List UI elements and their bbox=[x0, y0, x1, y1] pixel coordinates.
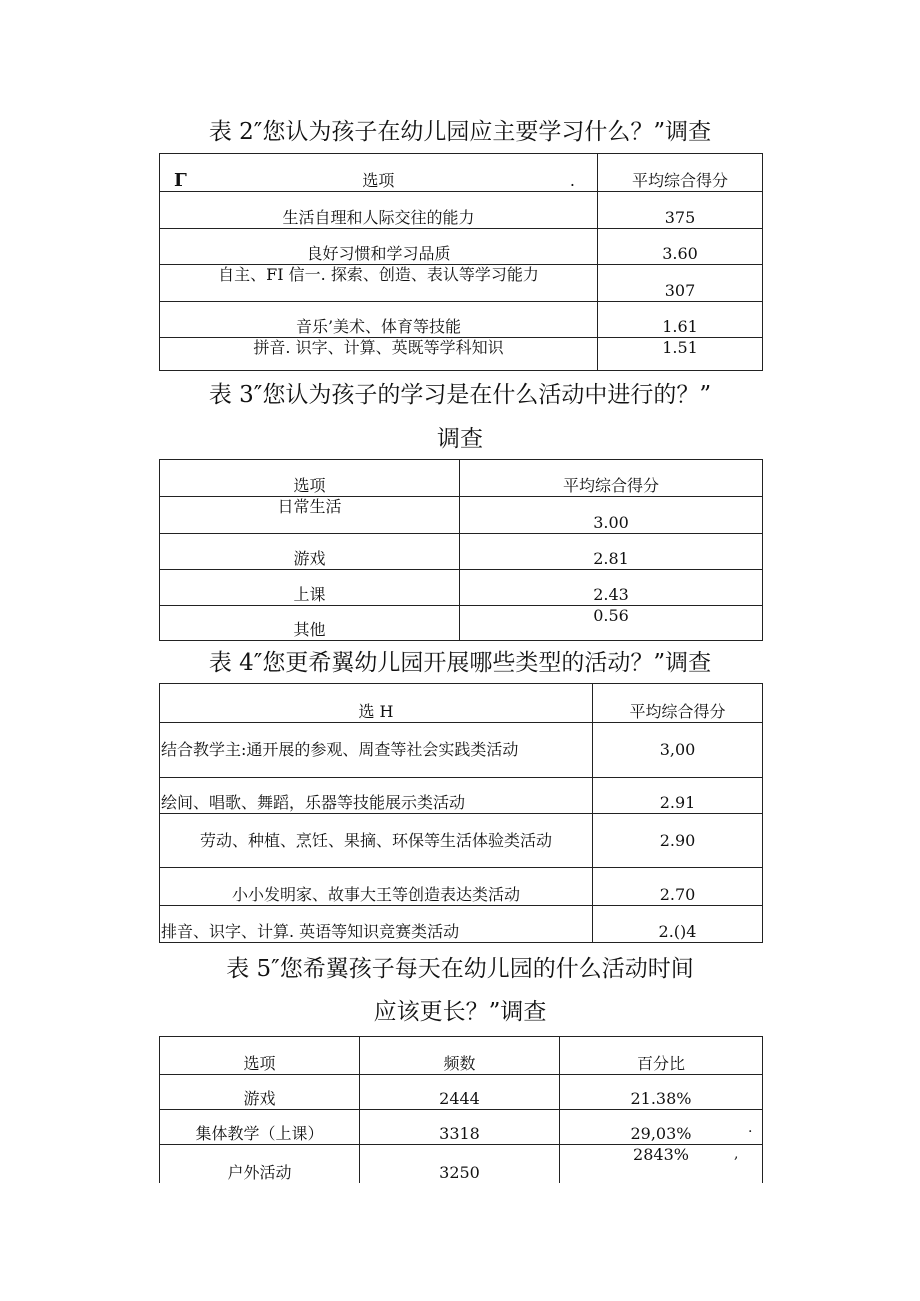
table3-header-score: 平均综合得分 bbox=[460, 460, 763, 497]
table2-caption: 表 2″您认为孩子在幼儿园应主要学习什么？”调查 bbox=[208, 119, 712, 145]
table5-header-frequency: 频数 bbox=[360, 1037, 560, 1075]
table-row: 拼音. 识字、计算、英既等学科知识 1.51 bbox=[160, 338, 763, 371]
table2-header-score: 平均综合得分 bbox=[598, 154, 763, 192]
header-dot: . bbox=[569, 171, 575, 190]
table4 bbox=[159, 683, 763, 943]
table-row: 良好习惯和学习品质 3.60 bbox=[160, 229, 763, 265]
table-row: 小小发明家、故事大王等创造表达类活动 2.70 bbox=[160, 868, 763, 906]
table5-header-percent: 百分比 bbox=[560, 1037, 763, 1075]
table-row: 劳动、种植、烹饪、果摘、环保等生活体验类活动 2.90 bbox=[160, 814, 763, 868]
tail-mark-comma: , bbox=[734, 1146, 739, 1162]
table5-caption-line1: 表 5″您希翼孩子每天在幼儿园的什么活动时间 bbox=[226, 956, 694, 982]
table-row: 排音、识字、计算. 英语等知识竞赛类活动 2.()4 bbox=[160, 906, 763, 943]
table3-caption-line1: 表 3″您认为孩子的学习是在什么活动中进行的？” bbox=[208, 382, 712, 408]
table-row: 绘间、唱歌、舞蹈，乐器等技能展示类活动 2.91 bbox=[160, 778, 763, 814]
table2-header-option: Γ . 选项 bbox=[160, 154, 598, 192]
table-row: 日常生活 3.00 bbox=[160, 497, 763, 534]
tail-mark-dot: . bbox=[748, 1120, 753, 1136]
table-row: 自主、FI 信一. 探索、创造、表认等学习能力 307 bbox=[160, 265, 763, 302]
table3-header-option: 选项 bbox=[160, 460, 460, 497]
table4-caption: 表 4″您更希翼幼儿园开展哪些类型的活动？”调查 bbox=[208, 650, 712, 676]
table5-caption-line2: 应该更长？”调查 bbox=[373, 999, 547, 1025]
table-row: 结合教学主:通开展的参观、周查等社会实践类活动 3,00 bbox=[160, 723, 763, 778]
table5 bbox=[159, 1036, 763, 1183]
table4-header-option: 选 H bbox=[160, 684, 593, 723]
table3 bbox=[159, 459, 763, 641]
table-row: 其他 0.56 bbox=[160, 606, 763, 641]
table2 bbox=[159, 153, 763, 371]
table4-header-score: 平均综合得分 bbox=[593, 684, 763, 723]
table-row: 生活自理和人际交往的能力 375 bbox=[160, 192, 763, 229]
table3-caption-line2: 调查 bbox=[437, 426, 483, 452]
table-row: 音乐’美术、体育等技能 1.61 bbox=[160, 302, 763, 338]
table-row: 上课 2.43 bbox=[160, 570, 763, 606]
corner-mark: Γ bbox=[174, 170, 187, 191]
table-row: 集体教学（上课） 3318 29,03% bbox=[160, 1110, 763, 1145]
table5-header-option: 选项 bbox=[160, 1037, 360, 1075]
table-row: 户外活动 3250 2843% bbox=[160, 1145, 763, 1183]
table-row: 游戏 2.81 bbox=[160, 534, 763, 570]
table-row: 游戏 2444 21.38% bbox=[160, 1075, 763, 1110]
